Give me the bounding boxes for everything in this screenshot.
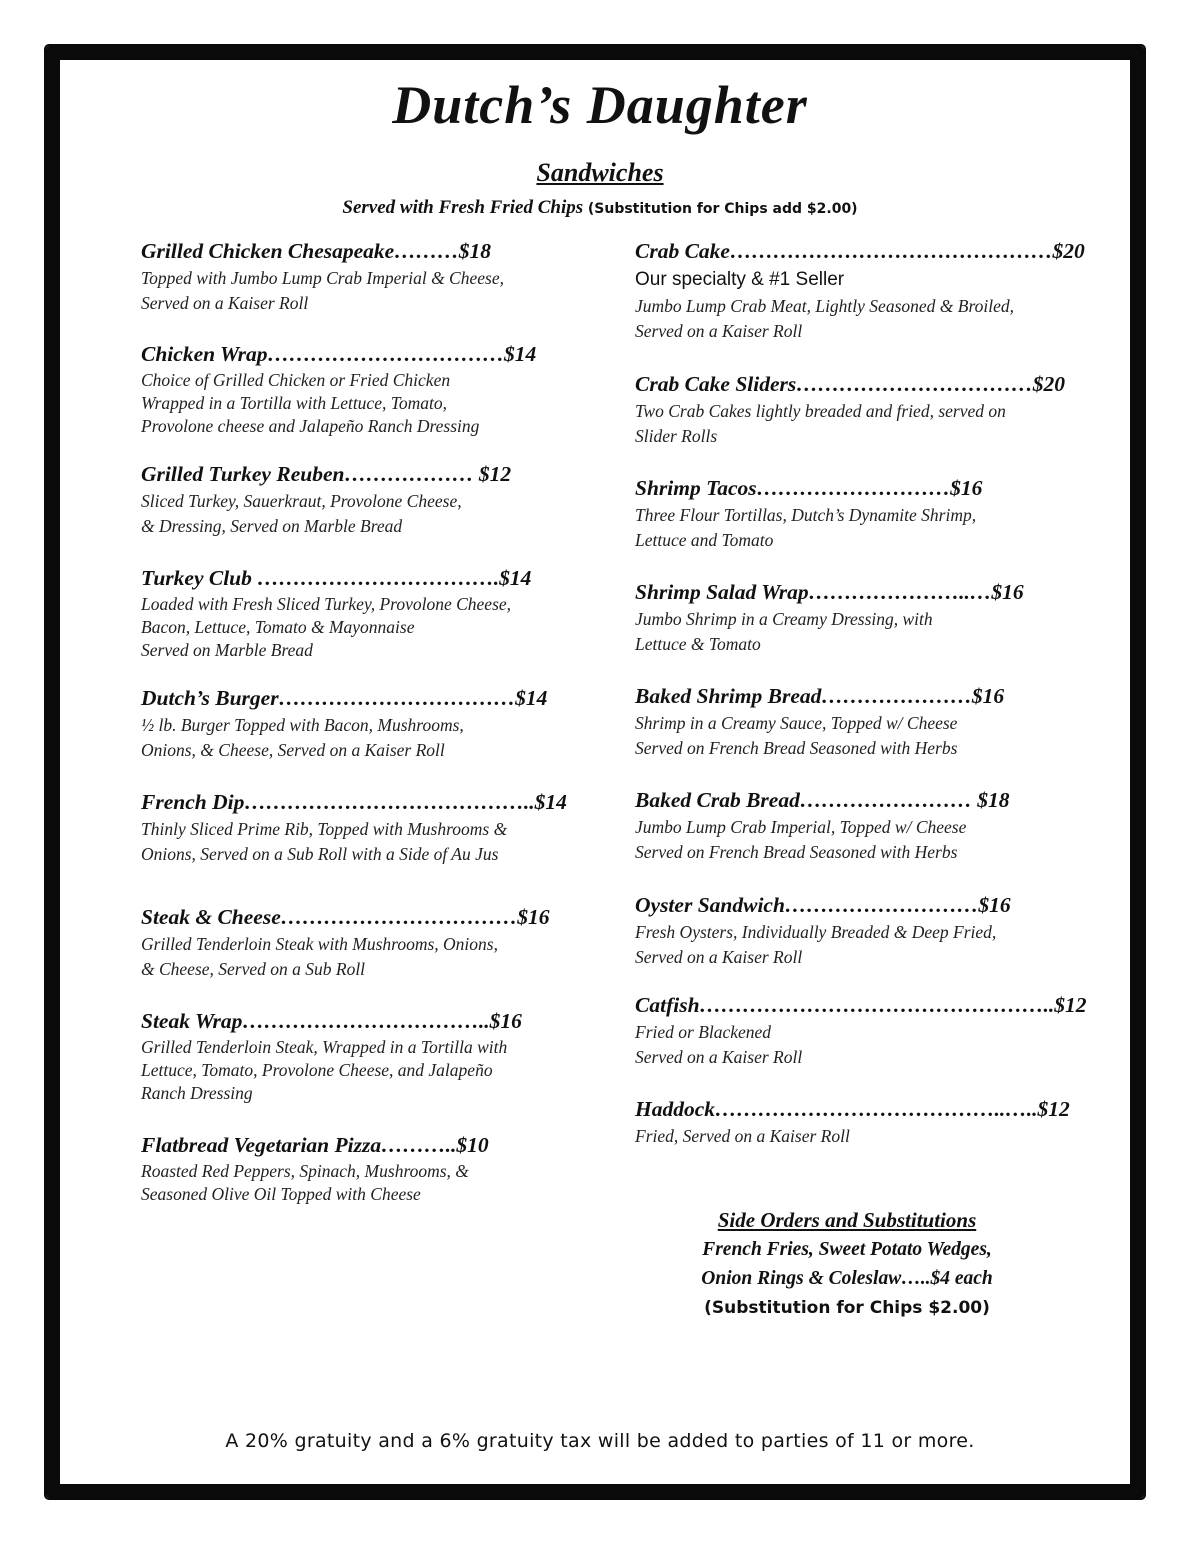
- section-subtitle-lead: Served with Fresh Fried Chips: [342, 197, 584, 218]
- menu-item-desc: Topped with Jumbo Lump Crab Imperial & Cheese,: [141, 268, 504, 288]
- menu-item-desc: Provolone cheese and Jalapeño Ranch Dressing: [141, 416, 480, 436]
- menu-item-desc: Fried or Blackened: [635, 1022, 772, 1042]
- menu-item: [635, 473, 1075, 553]
- section-heading: Sandwiches: [536, 158, 664, 187]
- gratuity-footer: A 20% gratuity and a 6% gratuity tax will be added to parties of 11 or more.: [225, 1430, 975, 1452]
- menu-item: [141, 563, 581, 662]
- menu-item: [635, 577, 1075, 657]
- menu-item-name: Grilled Chicken Chesapeake………$18: [141, 239, 491, 263]
- menu-item: [141, 236, 581, 316]
- menu-item: [141, 902, 581, 982]
- menu-item-desc: Served on French Bread Seasoned with Herbs: [635, 738, 958, 758]
- section-subtitle-note: (Substitution for Chips add $2.00): [587, 201, 858, 217]
- menu-item-desc: Roasted Red Peppers, Spinach, Mushrooms, &: [141, 1161, 469, 1181]
- menu-item-desc: & Cheese, Served on a Sub Roll: [141, 959, 366, 979]
- menu-item: [635, 369, 1075, 449]
- menu-item: [635, 236, 1085, 344]
- menu-item: [635, 990, 1087, 1070]
- menu-item: [635, 785, 1075, 865]
- menu-item-name: Crab Cake Sliders……………………………$20: [635, 372, 1066, 396]
- menu-item-desc: Fresh Oysters, Individually Breaded & Deep Fried,: [635, 922, 997, 942]
- menu-item: [141, 1006, 581, 1105]
- menu-item-desc: Served on a Kaiser Roll: [635, 1047, 803, 1067]
- menu-item-note: Our specialty & #1 Seller: [635, 269, 845, 290]
- menu-item-name: Baked Crab Bread…………………… $18: [635, 788, 1010, 812]
- menu-item-name: Crab Cake………………………………………$20: [635, 239, 1085, 263]
- menu-item-desc: Onions, Served on a Sub Roll with a Side of Au Jus: [141, 844, 499, 864]
- side-orders: [597, 1205, 1097, 1323]
- menu-item-desc: Bacon, Lettuce, Tomato & Mayonnaise: [141, 617, 415, 637]
- menu-item-name: Steak Wrap……………………………..$16: [141, 1009, 522, 1033]
- menu-item-name: Flatbread Vegetarian Pizza………..$10: [141, 1133, 489, 1157]
- menu-item-name: Shrimp Salad Wrap…………………..…$16: [635, 580, 1024, 604]
- menu-item-desc: Jumbo Lump Crab Meat, Lightly Seasoned & Broiled,: [635, 296, 1014, 316]
- menu-item-name: French Dip…………………………………..$14: [141, 790, 567, 814]
- menu-item: [141, 787, 581, 867]
- side-orders-title: Side Orders and Substitutions: [717, 1208, 977, 1232]
- menu-item-desc: Lettuce, Tomato, Provolone Cheese, and Jalapeño: [141, 1060, 493, 1080]
- menu-item-desc: Lettuce and Tomato: [635, 530, 774, 550]
- menu-item-desc: Three Flour Tortillas, Dutch’s Dynamite Shrimp,: [635, 505, 977, 525]
- menu-item-desc: Lettuce & Tomato: [635, 634, 761, 654]
- menu-item: [635, 1094, 1075, 1149]
- menu-item-name: Turkey Club …………………………….$14: [141, 566, 532, 590]
- menu-item-desc: Jumbo Lump Crab Imperial, Topped w/ Cheese: [635, 817, 967, 837]
- menu-item-desc: Ranch Dressing: [141, 1083, 253, 1103]
- menu-item: [141, 339, 581, 438]
- menu-item-desc: Jumbo Shrimp in a Creamy Dressing, with: [635, 609, 933, 629]
- menu-item-desc: & Dressing, Served on Marble Bread: [141, 516, 403, 536]
- side-orders-line: French Fries, Sweet Potato Wedges,: [702, 1239, 992, 1260]
- menu-item-name: Oyster Sandwich………………………$16: [635, 893, 1011, 917]
- menu-item-name: Steak & Cheese……………………………$16: [141, 905, 550, 929]
- side-orders-line: Onion Rings & Coleslaw…..$4 each: [701, 1268, 993, 1289]
- menu-item: [141, 683, 581, 763]
- side-orders-note: (Substitution for Chips $2.00): [704, 1298, 990, 1318]
- menu-item-desc: Served on Marble Bread: [141, 640, 313, 660]
- menu-item-desc: Loaded with Fresh Sliced Turkey, Provolone Cheese,: [141, 594, 512, 614]
- menu-item-desc: Fried, Served on a Kaiser Roll: [635, 1126, 850, 1146]
- menu-item-desc: Sliced Turkey, Sauerkraut, Provolone Cheese,: [141, 491, 462, 511]
- menu-item-desc: Two Crab Cakes lightly breaded and fried, served on: [635, 401, 1006, 421]
- menu-item-name: Dutch’s Burger……………………………$14: [141, 686, 548, 710]
- menu-item-desc: Thinly Sliced Prime Rib, Topped with Mushrooms &: [141, 819, 508, 839]
- menu-item-name: Baked Shrimp Bread…………………$16: [635, 684, 1005, 708]
- menu-item-name: Grilled Turkey Reuben……………… $12: [141, 462, 512, 486]
- menu-item-name: Shrimp Tacos………………………$16: [635, 476, 983, 500]
- menu-item: [141, 1130, 581, 1206]
- restaurant-title: Dutch’s Daughter: [392, 75, 808, 135]
- menu-item-desc: Seasoned Olive Oil Topped with Cheese: [141, 1184, 421, 1204]
- section-subtitle: [0, 197, 1200, 219]
- menu-item-name: Haddock…………………………………..…..$12: [635, 1097, 1070, 1121]
- menu-item-desc: Wrapped in a Tortilla with Lettuce, Tomato,: [141, 393, 447, 413]
- menu-item-name: Catfish…………………………………………..$12: [635, 993, 1087, 1017]
- menu-item-desc: Shrimp in a Creamy Sauce, Topped w/ Cheese: [635, 713, 958, 733]
- menu-item-desc: Slider Rolls: [635, 426, 718, 446]
- menu-item-desc: Served on a Kaiser Roll: [635, 947, 803, 967]
- menu-item-desc: Grilled Tenderloin Steak with Mushrooms, Onions,: [141, 934, 498, 954]
- menu-item-desc: Served on French Bread Seasoned with Herbs: [635, 842, 958, 862]
- menu-item-desc: Grilled Tenderloin Steak, Wrapped in a Tortilla with: [141, 1037, 508, 1057]
- menu-item: [635, 890, 1075, 970]
- menu-item-name: Chicken Wrap……………………………$14: [141, 342, 537, 366]
- menu-item-desc: ½ lb. Burger Topped with Bacon, Mushrooms,: [141, 715, 464, 735]
- menu-item-desc: Served on a Kaiser Roll: [635, 321, 803, 341]
- menu-item-desc: Served on a Kaiser Roll: [141, 293, 309, 313]
- menu-item: [141, 459, 581, 539]
- menu-item-desc: Choice of Grilled Chicken or Fried Chicken: [141, 370, 451, 390]
- menu-item-desc: Onions, & Cheese, Served on a Kaiser Roll: [141, 740, 445, 760]
- menu-item: [635, 681, 1075, 761]
